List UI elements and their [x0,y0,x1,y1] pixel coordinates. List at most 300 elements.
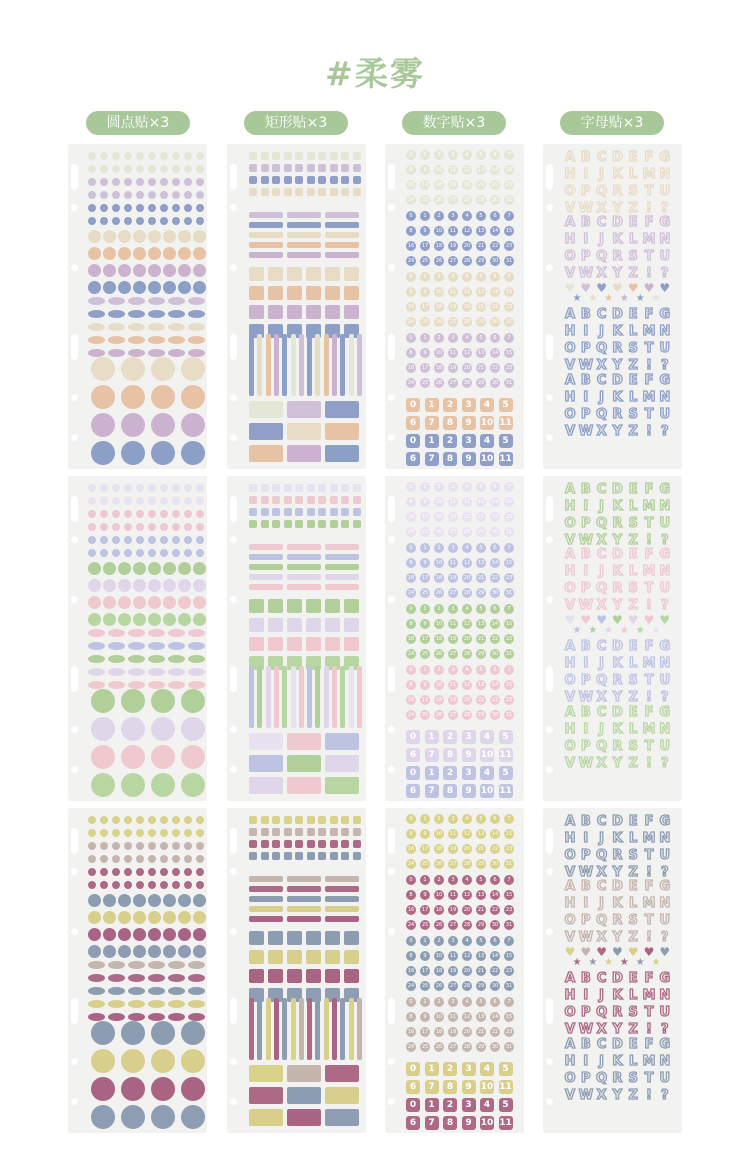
medium-dot-sticker [88,579,101,592]
small-dot-sticker [148,816,156,824]
medium-dot-sticker [103,562,116,575]
number-dot-sticker: 15 [505,289,513,295]
small-square-sticker [341,496,349,504]
square-sticker [325,286,340,300]
number-dot-sticker: 23 [505,304,513,310]
number-dot-sticker: 10 [435,350,443,356]
number-dot-sticker: 7 [504,333,514,343]
small-dot-sticker [160,204,168,212]
number-dot-sticker: 21 [477,304,485,310]
small-dot-sticker [160,523,168,531]
letter-sticker: J [599,390,605,405]
small-dot-sticker [88,178,96,186]
letter-sticker: L [629,831,638,846]
letter-sticker: W [578,358,594,373]
number-dot-sticker: 21 [477,182,485,188]
letter-sticker: Z [628,690,638,705]
number-dot-sticker: 10 [435,289,443,295]
number-dot-sticker: 8 [406,890,416,900]
heart-sticker: ♥ [564,945,576,959]
number-dot-sticker: 10 [435,1014,443,1020]
small-square-sticker [330,176,338,184]
medium-dot-sticker [103,596,116,609]
small-dot-sticker [172,549,180,557]
number-dot-sticker: 25 [421,1044,429,1050]
vertical-strip-sticker [257,998,262,1060]
small-square-sticker [249,508,257,516]
letter-sticker: P [581,913,591,928]
letter-sticker: ? [661,690,669,705]
number-dot-sticker: 27 [449,380,457,386]
number-dot-sticker: 14 [491,228,499,234]
letter-sticker: V [564,1022,576,1037]
letter-sticker: X [596,865,607,880]
letter-sticker: ? [661,598,669,613]
small-dot-sticker [112,217,120,225]
letter-sticker: B [580,307,591,322]
square-sticker [249,599,264,613]
large-number-sticker: 11 [499,454,512,464]
number-dot-sticker: 26 [435,590,443,596]
binder-hole [230,204,237,211]
oval-sticker [88,987,105,995]
number-dot-sticker: 15 [505,350,513,356]
small-square-sticker [353,840,361,848]
number-dot-sticker: 28 [463,258,471,264]
letter-sticker: Q [596,1005,608,1020]
large-number-sticker: 2 [443,1062,457,1076]
small-square-sticker [341,188,349,196]
square-sticker [249,286,264,300]
letter-sticker: Z [628,865,638,880]
small-dot-sticker [88,855,96,863]
small-dot-sticker [88,881,96,889]
washi-strip-sticker [249,896,283,902]
number-dot-sticker: 29 [477,651,485,657]
large-number-sticker: 6 [406,748,420,762]
small-dot-sticker [148,204,156,212]
letter-sticker: T [644,673,654,688]
number-dot-sticker: 20 [463,697,471,703]
medium-dot-sticker [163,230,176,243]
letter-sticker: J [599,831,605,846]
letter-sticker: N [659,564,671,579]
number-dot-sticker: 27 [449,529,457,535]
number-dot-sticker: 20 [463,575,471,581]
number-dot-sticker: 28 [463,380,471,386]
heart-sticker: ♥ [612,613,623,627]
number-dot-sticker: 5 [476,814,486,824]
number-dot-sticker: 31 [505,922,513,928]
letter-sticker: U [659,1071,671,1086]
letter-sticker: A [564,547,576,562]
medium-dot-sticker [178,928,191,941]
large-number-sticker: 8 [443,1080,457,1094]
large-number-sticker: 3 [462,398,476,412]
small-square-sticker [284,508,292,516]
vertical-strip-sticker [291,334,296,396]
letter-sticker: H [564,896,576,911]
number-dot-sticker: 8 [406,619,416,629]
medium-dot-sticker [163,579,176,592]
number-dot-sticker: 20 [463,1029,471,1035]
letter-sticker: H [564,167,576,182]
number-dot-sticker: 19 [449,636,457,642]
number-dot-sticker: 26 [435,197,443,203]
square-sticker [325,931,340,945]
small-dot-sticker [112,497,120,505]
letter-sticker: Z [628,756,638,771]
number-dot-sticker: 15 [505,682,513,688]
letter-sticker: C [596,879,607,894]
letter-sticker: G [659,547,671,562]
small-square-sticker [330,816,338,824]
small-dot-sticker [136,152,144,160]
small-square-sticker [307,828,315,836]
binder-hole [230,434,237,441]
vertical-strip-sticker [332,334,337,396]
number-dot-sticker: 17 [421,514,429,520]
number-dot-sticker: 5 [476,543,486,553]
small-square-sticker [307,496,315,504]
small-square-sticker [307,508,315,516]
number-dot-sticker: 20 [463,636,471,642]
letter-sticker: L [629,896,638,911]
small-dot-sticker [172,816,180,824]
washi-strip-sticker [325,896,359,902]
binder-hole [230,1098,237,1105]
small-dot-sticker [100,178,108,186]
square-sticker [268,599,283,613]
medium-dot-sticker [193,264,206,277]
letter-sticker: A [564,307,576,322]
letter-sticker: I [583,988,589,1003]
small-dot-sticker [148,510,156,518]
letter-sticker: C [596,215,607,230]
large-dot-sticker [121,1021,145,1045]
small-dot-sticker [112,829,120,837]
letter-sticker: D [611,971,623,986]
medium-dot-sticker [133,230,146,243]
letter-sticker: U [659,913,671,928]
square-sticker [268,969,283,983]
small-dot-sticker [184,191,192,199]
small-dot-sticker [100,191,108,199]
number-dot-sticker: 18 [435,514,443,520]
small-dot-sticker [184,204,192,212]
large-dot-sticker [121,773,145,797]
binder-hole [546,1098,553,1105]
large-dot-sticker [181,441,205,465]
small-dot-sticker [160,217,168,225]
medium-dot-sticker [193,911,206,924]
small-dot-sticker [160,484,168,492]
small-square-sticker [295,496,303,504]
medium-dot-sticker [148,596,161,609]
letter-sticker: Q [596,184,608,199]
oval-sticker [168,642,185,650]
number-dot-sticker: 30 [491,197,499,203]
letter-sticker: Y [612,690,623,705]
letter-sticker: D [611,547,623,562]
small-square-sticker [261,852,269,860]
number-dot-sticker: 9 [420,165,430,175]
number-dot-sticker: 23 [505,968,513,974]
category-label-numbers: 数字贴×3 [402,111,506,135]
number-dot-sticker: 23 [505,636,513,642]
letter-sticker: O [564,249,576,264]
rectangle-sticker-sheet [227,808,366,1133]
vertical-strip-sticker [324,998,329,1060]
pattern-tab-sticker [325,423,359,440]
washi-strip-sticker [249,906,283,912]
large-dot-sticker [181,689,205,713]
medium-dot-sticker [178,894,191,907]
letter-sticker: ? [661,930,669,945]
washi-strip-sticker [325,584,359,590]
medium-dot-sticker [148,928,161,941]
small-dot-sticker [148,829,156,837]
number-dot-sticker: 4 [462,211,472,221]
number-dot-sticker: 19 [449,846,457,852]
small-square-sticker [307,852,315,860]
number-dot-sticker: 31 [505,861,513,867]
medium-dot-sticker [148,247,161,260]
number-dot-sticker: 0 [406,814,416,824]
oval-sticker [168,349,185,357]
large-dot-sticker [181,717,205,741]
letter-sticker: V [564,930,576,945]
number-dot-sticker: 31 [505,380,513,386]
number-dot-sticker: 15 [505,167,513,173]
number-dot-sticker: 11 [449,682,457,688]
small-dot-sticker [196,842,204,850]
large-number-sticker: 1 [425,434,439,448]
square-sticker [344,618,359,632]
binder-slot [546,998,553,1024]
letter-sticker: Z [628,1022,638,1037]
small-dot-sticker [112,523,120,531]
number-dot-sticker: 23 [505,907,513,913]
heart-sticker: ♥ [643,613,655,627]
letter-sticker: R [612,184,623,199]
star-sticker: ★ [619,957,629,968]
binder-slot [230,998,237,1024]
small-dot-sticker [100,204,108,212]
letter-sticker-sheet [543,144,682,469]
number-dot-sticker: 30 [491,529,499,535]
letter-sticker: N [659,390,671,405]
washi-strip-sticker [249,544,283,550]
letter-sticker: K [612,831,623,846]
large-number-sticker: 5 [499,1062,513,1076]
washi-strip-sticker [287,212,321,218]
letter-sticker: W [578,201,594,216]
number-dot-sticker: 20 [463,304,471,310]
small-dot-sticker [112,165,120,173]
pattern-tab-sticker [287,401,321,418]
pattern-tab-sticker [325,777,359,794]
vertical-strip-sticker [249,334,254,396]
letter-sticker: Z [628,1088,638,1103]
letter-sticker: L [629,1054,638,1069]
letter-sticker: ! [646,1088,652,1103]
oval-sticker [148,349,165,357]
binder-hole [546,434,553,441]
small-dot-sticker [184,510,192,518]
medium-dot-sticker [178,596,191,609]
number-dot-sticker: 12 [463,831,471,837]
letter-sticker: N [659,656,671,671]
large-dot-sticker [121,717,145,741]
number-dot-sticker: 19 [449,1029,457,1035]
number-dot-sticker: 4 [462,875,472,885]
number-dot-sticker: 11 [449,621,457,627]
letter-sticker: Y [612,598,623,613]
number-dot-sticker: 16 [407,846,415,852]
washi-strip-sticker [287,544,321,550]
square-sticker [306,969,321,983]
small-dot-sticker [136,881,144,889]
pattern-tab-sticker [249,401,283,418]
oval-sticker [88,961,105,969]
number-dot-sticker: 20 [463,365,471,371]
small-square-sticker [353,164,361,172]
small-dot-sticker [136,204,144,212]
medium-dot-sticker [148,230,161,243]
letter-sticker: V [564,201,576,216]
star-sticker: ★ [635,625,645,636]
medium-dot-sticker [163,945,176,958]
medium-dot-sticker [193,945,206,958]
letter-sticker: T [644,341,654,356]
medium-dot-sticker [103,264,116,277]
vertical-strip-sticker [299,334,304,396]
binder-hole [388,1058,395,1065]
letter-sticker: N [659,896,671,911]
oval-sticker [108,974,125,982]
letter-sticker: M [642,1054,656,1069]
small-square-sticker [272,496,280,504]
number-dot-sticker: 8 [406,951,416,961]
letter-sticker: M [642,831,656,846]
letter-sticker: ! [646,598,652,613]
medium-dot-sticker [163,562,176,575]
washi-strip-sticker [249,232,283,238]
small-square-sticker [295,484,303,492]
number-dot-sticker: 30 [491,651,499,657]
large-number-sticker: 11 [499,786,512,796]
number-dot-sticker: 3 [448,272,458,282]
number-dot-sticker: 24 [407,712,415,718]
number-dot-sticker: 22 [491,304,499,310]
number-dot-sticker: 7 [504,543,514,553]
medium-dot-sticker [193,928,206,941]
number-dot-sticker: 24 [407,590,415,596]
oval-sticker [148,1000,165,1008]
letter-sticker: I [583,1054,589,1069]
letter-sticker: L [629,656,638,671]
letter-sticker: R [612,249,623,264]
number-dot-sticker: 4 [462,814,472,824]
number-dot-sticker: 8 [406,1012,416,1022]
large-number-sticker: 11 [499,1118,512,1128]
number-dot-sticker: 27 [449,258,457,264]
letter-sticker: P [581,516,591,531]
letter-sticker: C [596,547,607,562]
pattern-tab-sticker [249,1109,283,1126]
small-dot-sticker [124,816,132,824]
small-dot-sticker [160,497,168,505]
square-sticker [249,931,264,945]
letter-sticker: I [583,896,589,911]
letter-sticker: ! [646,266,652,281]
number-dot-sticker: 6 [490,814,500,824]
letter-sticker: H [564,722,576,737]
letter-sticker: O [564,1005,576,1020]
number-dot-sticker: 26 [435,319,443,325]
number-dot-sticker: 22 [491,182,499,188]
number-dot-sticker: 20 [463,968,471,974]
vertical-strip-sticker [340,334,345,396]
number-dot-sticker: 24 [407,380,415,386]
letter-sticker: B [580,1037,591,1052]
small-dot-sticker [148,523,156,531]
number-dot-sticker: 19 [449,182,457,188]
washi-strip-sticker [325,564,359,570]
letter-sticker: B [580,705,591,720]
small-dot-sticker [124,829,132,837]
washi-strip-sticker [249,574,283,580]
letter-sticker: P [581,341,591,356]
small-dot-sticker [160,178,168,186]
binder-hole [230,394,237,401]
number-dot-sticker: 24 [407,983,415,989]
large-number-sticker: 4 [480,1098,494,1112]
number-dot-sticker: 6 [490,604,500,614]
number-dot-sticker: 7 [504,814,514,824]
small-square-sticker [261,484,269,492]
medium-dot-sticker [88,247,101,260]
letter-sticker: B [580,482,591,497]
binder-hole [388,928,395,935]
letter-sticker: J [599,656,605,671]
heart-sticker: ♥ [643,945,655,959]
page-title: #柔雾 [325,54,425,93]
binder-hole [388,434,395,441]
number-dot-sticker: 17 [421,697,429,703]
vertical-strip-sticker [324,666,329,728]
letter-sticker: J [599,499,605,514]
square-sticker [249,305,264,319]
number-dot-sticker: 11 [449,228,457,234]
heart-sticker: ♥ [612,281,623,295]
small-dot-sticker [100,484,108,492]
letter-sticker: K [612,499,623,514]
binder-slot [388,666,395,692]
oval-sticker [168,668,185,676]
number-dot-sticker: 13 [477,228,485,234]
small-square-sticker [284,176,292,184]
letter-sticker: Y [612,358,623,373]
number-dot-sticker: 5 [476,482,486,492]
large-number-sticker: 3 [462,1062,476,1076]
letter-sticker: E [628,373,638,388]
letter-sticker: W [578,690,594,705]
number-dot-sticker: 8 [406,226,416,236]
binder-hole [388,868,395,875]
letter-sticker: O [564,184,576,199]
